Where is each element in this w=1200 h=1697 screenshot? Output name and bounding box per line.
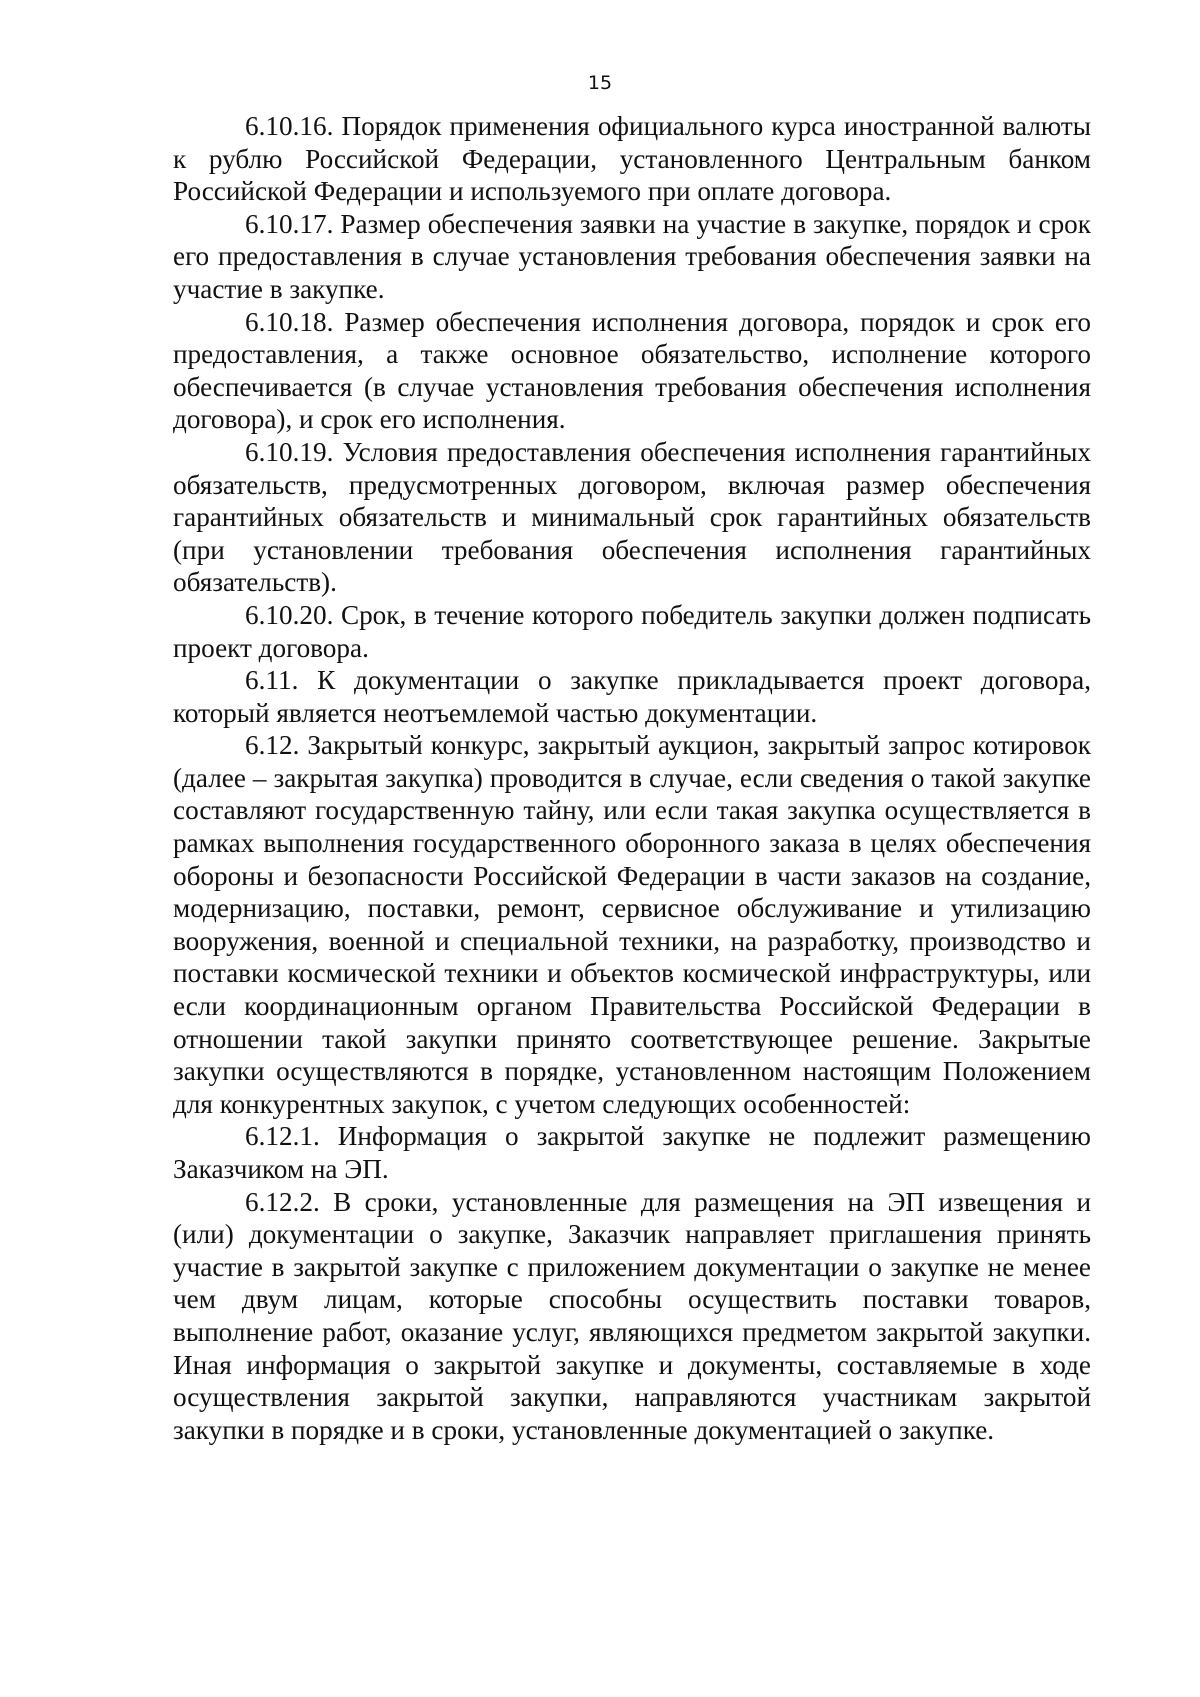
document-body (173, 110, 1091, 1446)
paragraph-6-10-16: 6.10.16. Порядок применения официального курса иностранной валюты к рублю Российской Федерации, установленного Центральным банком Российской Федерации и используемого при оплате договора. (173, 111, 1091, 207)
paragraph-6-12-1: 6.12.1. Информация о закрытой закупке не подлежит размещению Заказчиком на ЭП. (173, 1121, 1091, 1184)
paragraph-6-10-20: 6.10.20. Срок, в течение которого победитель закупки должен подписать проект договора. (173, 599, 1091, 663)
paragraph-6-12: 6.12. Закрытый конкурс, закрытый аукцион, закрытый запрос котировок (далее – закрытая закупка) проводится в случае, если сведения о такой закупке составляют государственную тайну, или если такая закупка осуществляется в рамках выполнения государственного оборонного заказа в целях обеспечения обороны и безопасности Российской Федерации в части заказов на создание, модернизацию, поставки, ремонт, сервисное обслуживание и утилизацию вооружения, военной и специальной техники, на разработку, производство и поставки космической техники и объектов космической инфраструктуры, или если координационным органом Правительства Российской Федерации в отношении такой закупки принято соответствующее решение. Закрытые закупки осуществляются в порядке, установленном настоящим Положением для конкурентных закупок, с учетом следующих особенностей: (173, 730, 1091, 1119)
paragraph-6-10-18: 6.10.18. Размер обеспечения исполнения договора, порядок и срок его предоставления, а также основное обязательство, исполнение которого обеспечивается (в случае установления требования обеспечения исполнения договора), и срок его исполнения. (173, 306, 1091, 435)
paragraph-6-11: 6.11. К документации о закупке прикладывается проект договора, который является неотъемлемой частью документации. (173, 665, 1091, 728)
page-number: 15 (587, 72, 613, 94)
paragraph-6-12-2: 6.12.2. В сроки, установленные для размещения на ЭП извещения и (или) документации о закупке, Заказчик направляет приглашения принять участие в закрытой закупке с приложением документации о закупке не менее чем двум лицам, которые способны осуществить поставки товаров, выполнение работ, оказание услуг, являющихся предметом закрытой закупки. Иная информация о закрытой закупке и документы, составляемые в ходе осуществления закрытой закупки, направляются участникам закрытой закупки в порядке и в сроки, установленные документацией о закупке. (173, 1186, 1091, 1445)
paragraph-6-10-19: 6.10.19. Условия предоставления обеспечения исполнения гарантийных обязательств, предусмотренных договором, включая размер обеспечения гарантийных обязательств и минимальный срок гарантийных обязательств (при установлении требования обеспечения исполнения гарантийных обязательств). (173, 436, 1091, 598)
paragraph-6-10-17: 6.10.17. Размер обеспечения заявки на участие в закупке, порядок и срок его предоставления в случае установления требования обеспечения заявки на участие в закупке. (173, 208, 1091, 304)
